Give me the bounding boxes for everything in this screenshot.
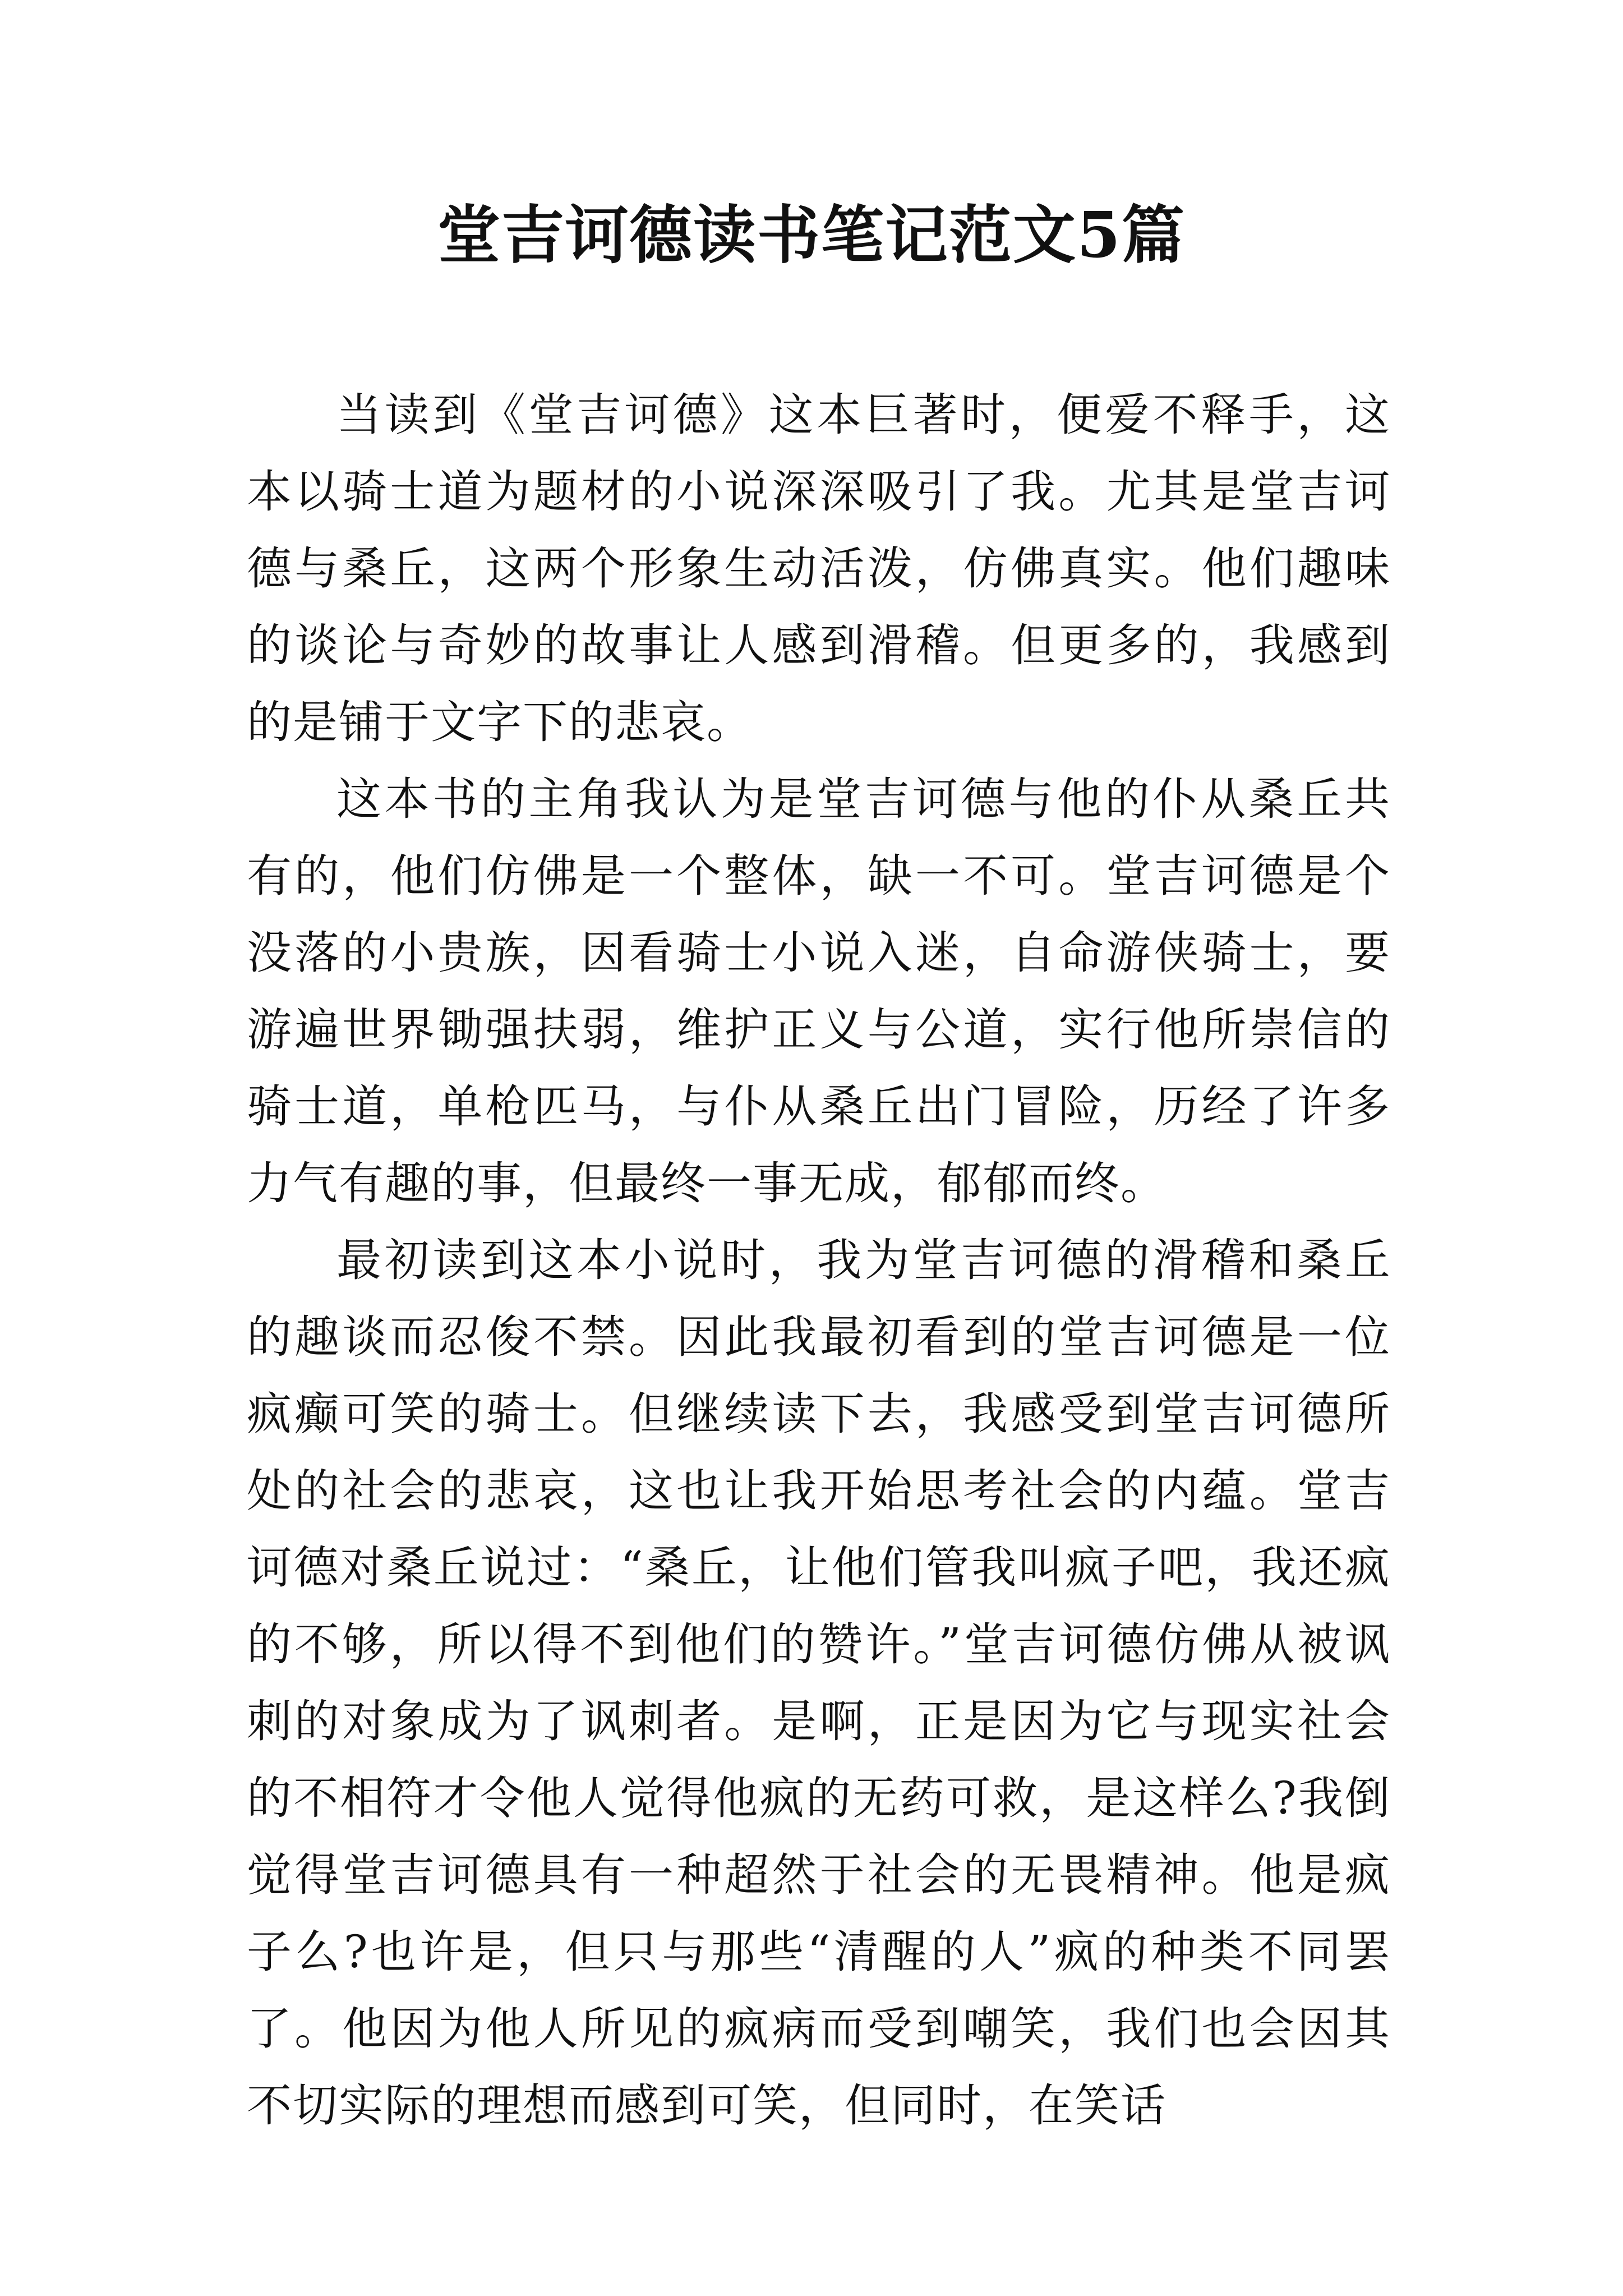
paragraph-2: 这本书的主角我认为是堂吉诃德与他的仆从桑丘共有的，他们仿佛是一个整体，缺一不可。堂吉诃德是个没落的小贵族，因看骑士小说入迷，自命游侠骑士，要游遍世界锄强扶弱，维护正义与公道，实行他所崇信的骑士道，单枪匹马，与仆从桑丘出门冒险，历经了许多力气有趣的事，但最终一事无成，郁郁而终。 xyxy=(247,773,1391,1209)
document-title: 堂吉诃德读书笔记范文5篇 xyxy=(437,199,1186,272)
paragraph-1: 当读到《堂吉诃德》这本巨著时，便爱不释手，这本以骑士道为题材的小说深深吸引了我。尤其是堂吉诃德与桑丘，这两个形象生动活泼，仿佛真实。他们趣味的谈论与奇妙的故事让人感到滑稽。但更多的，我感到的是铺于文字下的悲哀。 xyxy=(247,389,1391,748)
paragraph-3: 最初读到这本小说时，我为堂吉诃德的滑稽和桑丘的趣谈而忍俊不禁。因此我最初看到的堂吉诃德是一位疯癫可笑的骑士。但继续读下去，我感受到堂吉诃德所处的社会的悲哀，这也让我开始思考社会的内蕴。堂吉诃德对桑丘说过：“桑丘，让他们管我叫疯子吧，我还疯的不够，所以得不到他们的赞许。”堂吉诃德仿佛从被讽刺的对象成为了讽刺者。是啊，正是因为它与现实社会的不相符才令他人觉得他疯的无药可救，是这样么?我倒觉得堂吉诃德具有一种超然于社会的无畏精神。他是疯子么?也许是，但只与那些“清醒的人”疯的种类不同罢了。他因为他人所见的疯病而受到嘲笑，我们也会因其不切实际的理想而感到可笑，但同时，在笑话 xyxy=(247,1234,1391,2132)
document-body xyxy=(247,376,1391,2144)
